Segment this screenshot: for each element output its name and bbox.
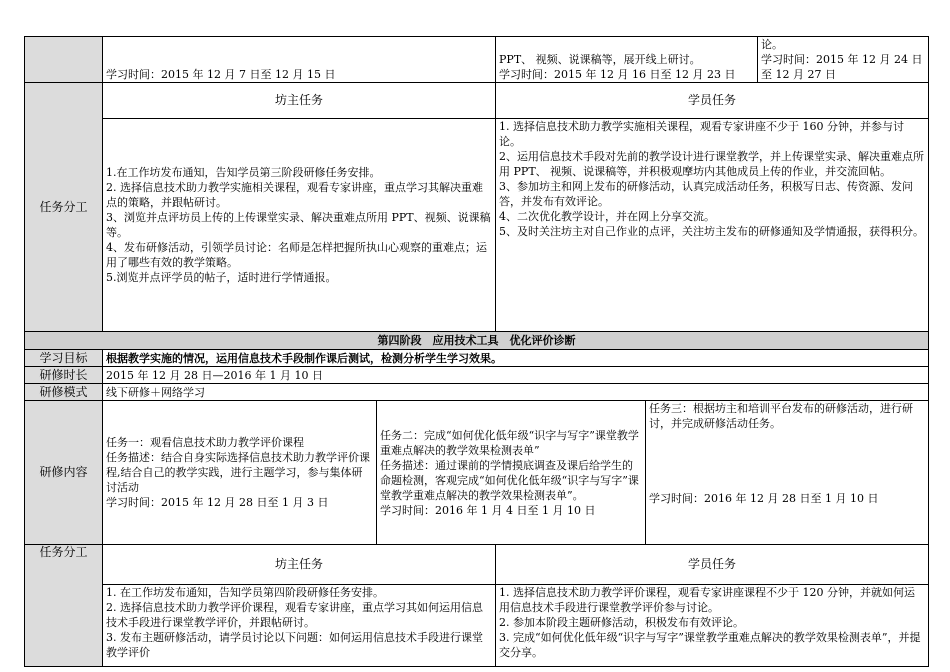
time-cell-2 [496,37,758,83]
host-task-list [103,119,496,332]
student-tasks-heading: 学员任务 [496,545,929,585]
task-title: 任务三：根据坊主和培训平台发布的研修活动，进行研讨，并完成研修活动任务。 [649,402,914,430]
stage4-title-row [25,332,929,350]
document-page [24,36,928,667]
mode-label: 研修模式 [25,384,103,401]
task-description: 任务描述：结合自身实际选择信息技术助力教学评价课程,结合自己的教学实践，进行主题学习，参与集体研讨活动 [106,451,370,494]
task-title: 任务二：完成“如何优化低年级“识字与写字”课堂教学重难点解决的教学效果检测表单” [380,428,639,457]
student-tasks-heading: 学员任务 [496,83,929,119]
list-item: 3、参加坊主和网上发布的研修活动，认真完成活动任务，积极写日志、传资源、发问答，并发布有效评论。 [499,180,914,208]
goal-text: 根据教学实施的情况，运用信息技术手段制作课后测试，检测分析学生学习效果。 [103,350,929,367]
task-title: 任务一：观看信息技术助力教学评价课程 [106,436,304,449]
list-item: 4、发布研修活动，引领学员讨论：名师是怎样把握所执山心观察的重难点；运用了哪些有效的教学策略。 [106,241,487,269]
list-item: 3. 发布主题研修活动，请学员讨论以下问题：如何运用信息技术手段进行课堂教学评价 [106,631,483,659]
duration-row [25,367,929,384]
list-item: 1.在工作坊发布通知，告知学员第三阶段研修任务安排。 [106,166,381,179]
content-row [25,401,929,545]
task-three-cell [646,401,929,545]
division-label: 任务分工 [25,83,103,332]
task-two-cell [377,401,646,545]
list-item: 1. 选择信息技术助力教学评价课程，观看专家讲座课程不少于 120 分钟，并就如何运用信息技术手段进行课堂教学评价参与讨论。 [499,586,915,614]
stage3-division-head-row [25,83,929,119]
stage3-time-row [25,37,929,83]
study-time: 学习时间：2016 年 12 月 28 日至 1 月 10 日 [649,492,879,505]
row-label-empty [25,37,103,83]
study-time: 学习时间：2016 年 1 月 4 日至 1 月 10 日 [380,503,596,517]
training-plan-table [24,36,929,667]
mode-text: 线下研修＋网络学习 [103,384,929,401]
host-tasks-heading: 坊主任务 [103,83,496,119]
stage4-division-head-row [25,545,929,585]
duration-label: 研修时长 [25,367,103,384]
list-item: 4、二次优化教学设计，并在网上分享交流。 [499,210,716,223]
study-time-1: 学习时间：2015 年 12 月 7 日至 12 月 15 日 [106,68,336,81]
host-tasks-heading: 坊主任务 [103,545,496,585]
list-item: 5.浏览并点评学员的帖子，适时进行学情通报。 [106,271,337,284]
division-label: 任务分工 [25,545,103,667]
stage3-division-body-row [25,119,929,332]
content-label: 研修内容 [25,401,103,545]
study-time-3: 学习时间：2015 年 12 月 24 日至 12 月 27 日 [761,53,923,81]
study-time-2: 学习时间：2015 年 12 月 16 日至 12 月 23 日 [499,68,736,81]
student-task-list [496,119,929,332]
study-time: 学习时间：2015 年 12 月 28 日至 1 月 3 日 [106,496,329,509]
list-item: 2. 参加本阶段主题研修活动，积极发布有效评论。 [499,616,745,629]
task-one-cell [103,401,377,545]
list-item: 2、运用信息技术手段对先前的教学设计进行课堂教学，并上传课堂实录、解决重难点所用 PPT、 视频、说课稿等，并积极观摩坊内其他成员上传的作业，并交流回帖。 [499,150,925,178]
list-item: 5、及时关注坊主对自己作业的点评，关注坊主发布的研修通知及学情通报，获得积分。 [499,225,925,238]
list-item: 3. 完成“如何优化低年级“识字与写字”课堂教学重难点解决的教学效果检测表单”，并提交分享。 [499,631,921,659]
task-description: 任务描述：通过课前的学情摸底调查及课后给学生的命题检测，客观完成“如何优化低年级“识字与写字”课堂教学重难点解决的教学效果检测表单”。 [380,458,639,502]
time-cell-1 [103,37,496,83]
time-cell-3 [758,37,929,83]
student-task-list [496,585,929,667]
task-text-2: PPT、 视频、说课稿等，展开线上研讨。 [499,53,701,66]
list-item: 2. 选择信息技术助力教学实施相关课程，观看专家讲座，重点学习其解决重难点的策略，并跟帖研讨。 [106,181,483,209]
list-item: 1. 在工作坊发布通知，告知学员第四阶段研修任务安排。 [106,586,384,599]
list-item: 3、浏览并点评坊员上传的上传课堂实录、解决重难点所用 PPT、视频、说课稿等。 [106,211,491,239]
task-text-3: 论。 [761,38,784,51]
duration-text: 2015 年 12 月 28 日—2016 年 1 月 10 日 [103,367,929,384]
list-item: 1. 选择信息技术助力教学实施相关课程，观看专家讲座不少于 160 分钟，并参与讨论。 [499,120,904,148]
host-task-list [103,585,496,667]
stage4-division-body-row [25,585,929,667]
mode-row [25,384,929,401]
list-item: 2. 选择信息技术助力教学评价课程，观看专家讲座，重点学习其如何运用信息技术手段进行课堂教学评价，并跟帖研讨。 [106,601,483,629]
goal-row [25,350,929,367]
goal-label: 学习目标 [25,350,103,367]
stage-title: 第四阶段 应用技术工具 优化评价诊断 [25,332,929,350]
